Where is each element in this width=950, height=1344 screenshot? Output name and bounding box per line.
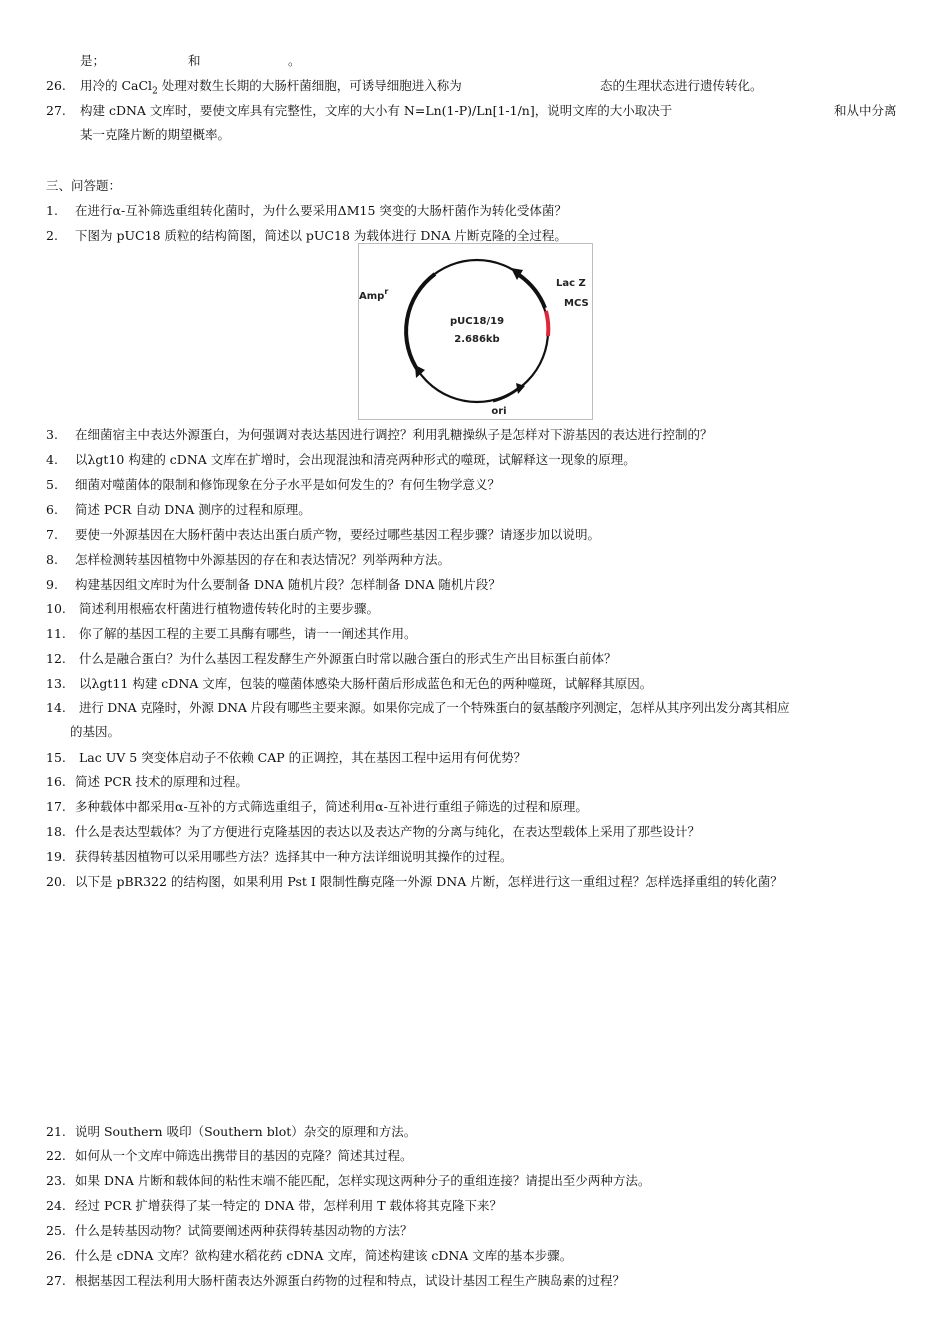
fill-item-text-pre: 用冷的 CaCl [80,78,153,93]
lacz-gene-arc [519,275,545,308]
question-text: 如果 DNA 片断和载体间的粘性末端不能匹配，怎样实现这两种分子的重组连接？请提出至少两种方法。 [75,1173,651,1188]
question-text: 经过 PCR 扩增获得了某一特定的 DNA 带，怎样利用 T 载体将其克隆下来？ [75,1198,503,1213]
question-number: 26. [46,1248,66,1263]
question-number: 8. [46,552,58,567]
fill-item-text-post: 态的生理状态进行遗传转化。 [600,78,763,93]
question-number: 4. [46,452,58,467]
question-number: 15. [46,750,66,765]
question-text: 如何从一个文库中筛选出携带目的基因的克隆？简述其过程。 [75,1148,413,1163]
amp-label-text: Amp [359,291,385,302]
fill-item-text-mid: 处理对数生长期的大肠杆菌细胞，可诱导细胞进入称为 [157,78,462,93]
question-text: 进行 DNA 克隆时，外源 DNA 片段有哪些主要来源。如果你完成了一个特殊蛋白的氨基酸序列测定，怎样从其序列出发分离其相应 [79,700,790,715]
question-text: 以λgt10 构建的 cDNA 文库在扩增时，会出现混浊和清亮两种形式的噬斑，试解释这一现象的原理。 [75,452,636,467]
question-number: 22. [46,1148,66,1163]
question-text: 什么是 cDNA 文库？欲构建水稻花药 cDNA 文库，简述构建该 cDNA 文库的基本步骤。 [75,1248,573,1263]
ori-label: ori [491,406,507,417]
question-text: 什么是表达型载体？为了方便进行克隆基因的表达以及表达产物的分离与纯化，在表达型载体上采用了那些设计？ [75,824,701,839]
fill-item-number: 26. [46,78,66,93]
amp-gene-arc [406,274,435,372]
question-text: 简述利用根癌农杆菌进行植物遗传转化时的主要步骤。 [79,601,380,616]
top-and-text: 和 [188,53,201,68]
question-number: 6. [46,502,58,517]
fill-item-text: 构建 cDNA 文库时，要使文库具有完整性，文库的大小有 N=Ln(1-P)/Ln[1-1/n]，说明文库的大小取决于 [80,103,673,118]
fill-item-number: 27. [46,103,66,118]
amp-label-sup: r [384,287,389,296]
question-number: 7. [46,527,58,542]
mcs-label: MCS [564,298,589,309]
ori-arc [493,388,519,401]
plasmid-size: 2.686kb [454,334,500,345]
lacz-label: Lac Z [556,278,586,289]
amp-label [359,287,388,302]
question-text: 下图为 pUC18 质粒的结构简图，简述以 pUC18 为载体进行 DNA 片断克隆的全过程。 [75,228,567,243]
question-text: 简述 PCR 自动 DNA 测序的过程和原理。 [75,502,311,517]
question-text: 以λgt11 构建 cDNA 文库，包装的噬菌体感染大肠杆菌后形成蓝色和无色的两种噬斑，试解释其原因。 [79,676,653,691]
question-continuation: 的基因。 [70,724,121,739]
plasmid-name: pUC18/19 [449,316,505,327]
question-text: 你了解的基因工程的主要工具酶有哪些，请一一阐述其作用。 [79,626,417,641]
question-text: 在进行α-互补筛选重组转化菌时，为什么要采用ΔM15 突变的大肠杆菌作为转化受体菌？ [75,203,567,218]
question-number: 19. [46,849,66,864]
question-number: 2. [46,228,58,243]
question-text: 根据基因工程法利用大肠杆菌表达外源蛋白药物的过程和特点，试设计基因工程生产胰岛素的过程？ [75,1273,626,1288]
question-text: 什么是融合蛋白？为什么基因工程发酵生产外源蛋白时常以融合蛋白的形式生产出目标蛋白前体？ [79,651,617,666]
fill-item-subscript: 2 [152,86,158,97]
fill-item-text-post: 和从中分离 [834,103,897,118]
question-number: 14. [46,700,66,715]
question-text: 以下是 pBR322 的结构图，如果利用 Pst I 限制性酶克隆一外源 DNA 片断，怎样进行这一重组过程？怎样选择重组的转化菌？ [75,874,783,889]
question-number: 17. [46,799,66,814]
question-text: Lac UV 5 突变体启动子不依赖 CAP 的正调控，其在基因工程中运用有何优势？ [79,750,527,765]
question-number: 16. [46,774,66,789]
question-number: 13. [46,676,66,691]
question-text: 什么是转基因动物？试简要阐述两种获得转基因动物的方法？ [75,1223,413,1238]
question-number: 20. [46,874,66,889]
fill-item-text [80,78,462,100]
question-number: 5. [46,477,58,492]
top-is-text: 是； [80,53,106,68]
question-number: 23. [46,1173,66,1188]
puc18-plasmid-map [358,243,593,420]
question-text: 细菌对噬菌体的限制和修饰现象在分子水平是如何发生的？有何生物学意义？ [75,477,501,492]
question-number: 10. [46,601,66,616]
question-number: 9. [46,577,58,592]
section-title: 三、问答题： [46,178,122,193]
question-number: 18. [46,824,66,839]
question-number: 24. [46,1198,66,1213]
fill-item-27-continuation: 某一克隆片断的期望概率。 [80,127,231,142]
top-end-text: 。 [288,53,301,68]
question-number: 12. [46,651,66,666]
question-number: 27. [46,1273,66,1288]
question-text: 构建基因组文库时为什么要制备 DNA 随机片段？怎样制备 DNA 随机片段？ [75,577,501,592]
question-number: 1. [46,203,58,218]
question-text: 获得转基因植物可以采用哪些方法？选择其中一种方法详细说明其操作的过程。 [75,849,513,864]
question-number: 25. [46,1223,66,1238]
question-text: 说明 Southern 吸印（Southern blot）杂交的原理和方法。 [75,1124,417,1139]
plasmid-diagram [359,244,592,419]
question-number: 21. [46,1124,66,1139]
mcs-segment [546,311,548,336]
question-text: 多种载体中都采用α-互补的方式筛选重组子，简述利用α-互补进行重组子筛选的过程和原理。 [75,799,588,814]
question-text: 简述 PCR 技术的原理和过程。 [75,774,248,789]
question-text: 在细菌宿主中表达外源蛋白，为何强调对表达基因进行调控？利用乳糖操纵子是怎样对下游基因的表达进行控制的？ [75,427,713,442]
question-text: 怎样检测转基因植物中外源基因的存在和表达情况？列举两种方法。 [75,552,451,567]
question-text: 要使一外源基因在大肠杆菌中表达出蛋白质产物，要经过哪些基因工程步骤？请逐步加以说明。 [75,527,601,542]
question-number: 3. [46,427,58,442]
question-number: 11. [46,626,66,641]
